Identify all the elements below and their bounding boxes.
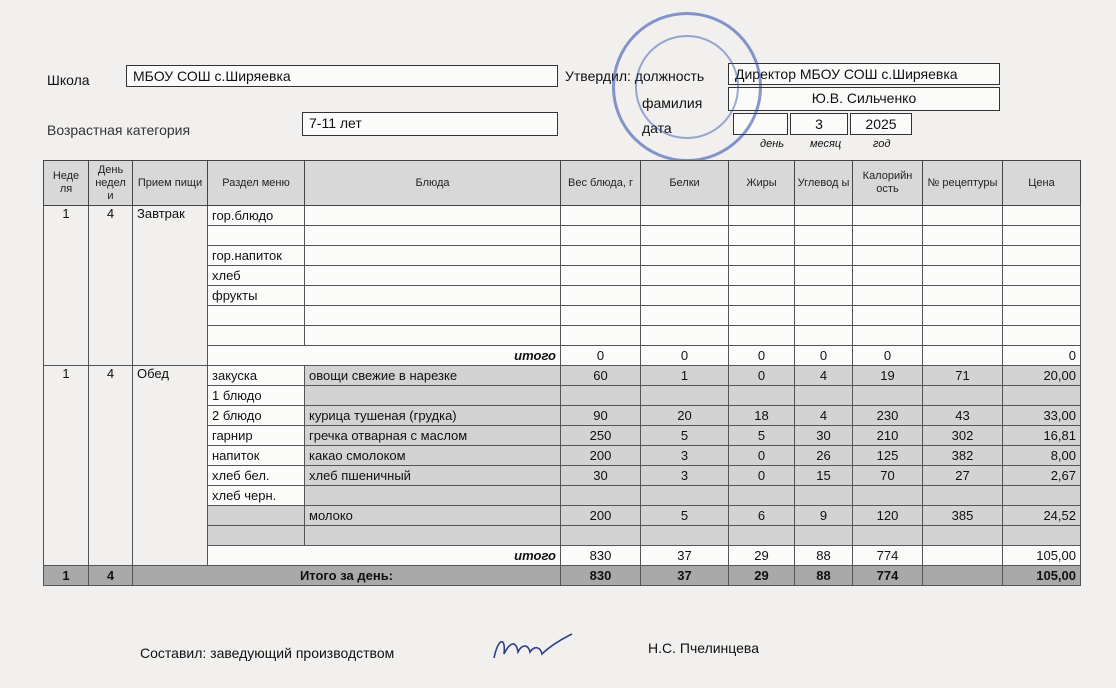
fat-cell (729, 266, 795, 286)
surname-label: фамилия (642, 95, 703, 111)
price-cell (1003, 266, 1081, 286)
carbs-cell: 4 (795, 406, 853, 426)
day-total-fat: 29 (729, 566, 795, 586)
dish-cell: курица тушеная (грудка) (305, 406, 561, 426)
date-year-field[interactable]: 2025 (850, 113, 912, 135)
dish-cell: хлеб пшеничный (305, 466, 561, 486)
lunch-week-cell: 1 (44, 366, 89, 566)
recipe-cell: 382 (923, 446, 1003, 466)
day-total-protein: 37 (641, 566, 729, 586)
weight-cell (561, 326, 641, 346)
kcal-cell: 125 (853, 446, 923, 466)
weight-cell: 30 (561, 466, 641, 486)
carbs-cell: 26 (795, 446, 853, 466)
col-meal: Прием пищи (133, 161, 208, 206)
day-total-price: 105,00 (1003, 566, 1081, 586)
approved-label: Утвердил: должность (565, 68, 705, 84)
dish-cell (305, 226, 561, 246)
weight-cell: 200 (561, 506, 641, 526)
weight-cell: 250 (561, 426, 641, 446)
lunch-meal-cell: Обед (133, 366, 208, 566)
dish-cell (305, 286, 561, 306)
subtotal-fat: 0 (729, 346, 795, 366)
fat-cell (729, 226, 795, 246)
kcal-cell (853, 266, 923, 286)
kcal-cell: 19 (853, 366, 923, 386)
breakfast-day-cell: 4 (89, 206, 133, 366)
weight-cell: 90 (561, 406, 641, 426)
month-caption: месяц (810, 138, 842, 150)
carbs-cell (795, 266, 853, 286)
col-section: Раздел меню (208, 161, 305, 206)
fat-cell (729, 246, 795, 266)
carbs-cell: 15 (795, 466, 853, 486)
kcal-cell: 120 (853, 506, 923, 526)
weight-cell (561, 526, 641, 546)
compiled-by-name: Н.С. Пчелинцева (648, 640, 760, 656)
protein-cell: 5 (641, 506, 729, 526)
fat-cell: 0 (729, 446, 795, 466)
fat-cell (729, 326, 795, 346)
subtotal-carbs: 0 (795, 346, 853, 366)
carbs-cell: 30 (795, 426, 853, 446)
carbs-cell (795, 486, 853, 506)
subtotal-price: 105,00 (1003, 546, 1081, 566)
kcal-cell: 230 (853, 406, 923, 426)
section-cell: хлеб черн. (208, 486, 305, 506)
dish-cell (305, 246, 561, 266)
col-kcal: Калорийн ость (853, 161, 923, 206)
price-cell: 20,00 (1003, 366, 1081, 386)
weight-cell (561, 246, 641, 266)
age-category-field[interactable]: 7-11 лет (302, 112, 558, 136)
subtotal-fat: 29 (729, 546, 795, 566)
recipe-cell: 71 (923, 366, 1003, 386)
carbs-cell (795, 326, 853, 346)
subtotal-label: итого (208, 546, 561, 566)
menu-table (43, 160, 1081, 586)
price-cell: 33,00 (1003, 406, 1081, 426)
protein-cell (641, 226, 729, 246)
subtotal-weight: 0 (561, 346, 641, 366)
recipe-cell (923, 526, 1003, 546)
protein-cell (641, 386, 729, 406)
col-week: Неде ля (44, 161, 89, 206)
table-header-row (44, 161, 1081, 206)
section-cell (208, 506, 305, 526)
day-total-carbs: 88 (795, 566, 853, 586)
col-recipe: № рецептуры (923, 161, 1003, 206)
price-cell (1003, 286, 1081, 306)
recipe-cell: 385 (923, 506, 1003, 526)
price-cell: 16,81 (1003, 426, 1081, 446)
date-label: дата (642, 120, 672, 136)
recipe-cell (923, 306, 1003, 326)
compiled-by-label: Составил: заведующий производством (140, 645, 395, 661)
carbs-cell (795, 286, 853, 306)
dish-cell: гречка отварная с маслом (305, 426, 561, 446)
dish-cell: какао смолоком (305, 446, 561, 466)
col-fat: Жиры (729, 161, 795, 206)
recipe-cell (923, 266, 1003, 286)
day-total-weight: 830 (561, 566, 641, 586)
kcal-cell (853, 386, 923, 406)
school-label: Школа (47, 72, 90, 88)
section-cell (208, 306, 305, 326)
breakfast-meal-cell: Завтрак (133, 206, 208, 366)
signature-image (488, 628, 578, 668)
section-cell: 2 блюдо (208, 406, 305, 426)
carbs-cell (795, 306, 853, 326)
kcal-cell (853, 246, 923, 266)
col-dish: Блюда (305, 161, 561, 206)
section-cell: 1 блюдо (208, 386, 305, 406)
protein-cell (641, 206, 729, 226)
subtotal-protein: 0 (641, 346, 729, 366)
surname-field[interactable]: Ю.В. Сильченко (728, 87, 1000, 111)
section-cell: закуска (208, 366, 305, 386)
protein-cell: 5 (641, 426, 729, 446)
dish-cell: овощи свежие в нарезке (305, 366, 561, 386)
section-cell: напиток (208, 446, 305, 466)
col-protein: Белки (641, 161, 729, 206)
section-cell: гарнир (208, 426, 305, 446)
fat-cell: 0 (729, 366, 795, 386)
recipe-cell: 27 (923, 466, 1003, 486)
kcal-cell (853, 526, 923, 546)
weight-cell (561, 486, 641, 506)
carbs-cell (795, 526, 853, 546)
recipe-cell (923, 226, 1003, 246)
protein-cell: 3 (641, 446, 729, 466)
weight-cell: 200 (561, 446, 641, 466)
col-price: Цена (1003, 161, 1081, 206)
weight-cell (561, 306, 641, 326)
protein-cell (641, 486, 729, 506)
subtotal-kcal: 0 (853, 346, 923, 366)
fat-cell: 5 (729, 426, 795, 446)
price-cell (1003, 226, 1081, 246)
col-day: День недел и (89, 161, 133, 206)
dish-cell (305, 206, 561, 226)
dish-cell (305, 306, 561, 326)
weight-cell (561, 286, 641, 306)
protein-cell: 1 (641, 366, 729, 386)
lunch-day-cell: 4 (89, 366, 133, 566)
section-cell (208, 326, 305, 346)
subtotal-weight: 830 (561, 546, 641, 566)
section-cell: гор.напиток (208, 246, 305, 266)
kcal-cell (853, 486, 923, 506)
day-total-kcal: 774 (853, 566, 923, 586)
fat-cell (729, 286, 795, 306)
weight-cell (561, 206, 641, 226)
carbs-cell: 9 (795, 506, 853, 526)
fat-cell (729, 486, 795, 506)
kcal-cell (853, 206, 923, 226)
carbs-cell (795, 226, 853, 246)
day-total-label: Итого за день: (133, 566, 561, 586)
protein-cell (641, 286, 729, 306)
price-cell (1003, 246, 1081, 266)
kcal-cell (853, 326, 923, 346)
weight-cell (561, 226, 641, 246)
recipe-cell (923, 246, 1003, 266)
recipe-cell (923, 486, 1003, 506)
table-row (44, 366, 1081, 386)
day-total-row (44, 566, 1081, 586)
col-weight: Вес блюда, г (561, 161, 641, 206)
recipe-cell (923, 326, 1003, 346)
subtotal-label: итого (208, 346, 561, 366)
subtotal-kcal: 774 (853, 546, 923, 566)
day-total-recipe (923, 566, 1003, 586)
price-cell (1003, 326, 1081, 346)
protein-cell (641, 266, 729, 286)
dish-cell (305, 526, 561, 546)
carbs-cell (795, 386, 853, 406)
subtotal-price: 0 (1003, 346, 1081, 366)
fat-cell (729, 526, 795, 546)
protein-cell: 20 (641, 406, 729, 426)
weight-cell: 60 (561, 366, 641, 386)
fat-cell (729, 386, 795, 406)
price-cell: 2,67 (1003, 466, 1081, 486)
col-carbs: Углевод ы (795, 161, 853, 206)
carbs-cell: 4 (795, 366, 853, 386)
day-total-week: 1 (44, 566, 89, 586)
approved-position-field[interactable]: Директор МБОУ СОШ с.Ширяевка (728, 63, 1000, 85)
section-cell: хлеб (208, 266, 305, 286)
seal-stamp (612, 12, 762, 162)
subtotal-protein: 37 (641, 546, 729, 566)
age-category-label: Возрастная категория (47, 122, 191, 138)
school-field[interactable]: МБОУ СОШ с.Ширяевка (126, 65, 558, 87)
year-caption: год (873, 138, 891, 150)
section-cell (208, 526, 305, 546)
kcal-cell (853, 226, 923, 246)
dish-cell: молоко (305, 506, 561, 526)
weight-cell (561, 266, 641, 286)
price-cell: 24,52 (1003, 506, 1081, 526)
kcal-cell (853, 286, 923, 306)
recipe-cell: 302 (923, 426, 1003, 446)
dish-cell (305, 326, 561, 346)
protein-cell (641, 326, 729, 346)
carbs-cell (795, 206, 853, 226)
protein-cell (641, 526, 729, 546)
dish-cell (305, 386, 561, 406)
fat-cell (729, 206, 795, 226)
protein-cell (641, 246, 729, 266)
dish-cell (305, 266, 561, 286)
kcal-cell (853, 306, 923, 326)
date-month-field[interactable]: 3 (790, 113, 848, 135)
section-cell: фрукты (208, 286, 305, 306)
price-cell: 8,00 (1003, 446, 1081, 466)
recipe-cell (923, 206, 1003, 226)
price-cell (1003, 386, 1081, 406)
protein-cell: 3 (641, 466, 729, 486)
weight-cell (561, 386, 641, 406)
price-cell (1003, 306, 1081, 326)
price-cell (1003, 486, 1081, 506)
price-cell (1003, 526, 1081, 546)
protein-cell (641, 306, 729, 326)
kcal-cell: 70 (853, 466, 923, 486)
breakfast-week-cell: 1 (44, 206, 89, 366)
day-total-day: 4 (89, 566, 133, 586)
section-cell: хлеб бел. (208, 466, 305, 486)
recipe-cell (923, 286, 1003, 306)
kcal-cell: 210 (853, 426, 923, 446)
subtotal-carbs: 88 (795, 546, 853, 566)
dish-cell (305, 486, 561, 506)
subtotal-recipe (923, 546, 1003, 566)
fat-cell: 18 (729, 406, 795, 426)
table-row (44, 206, 1081, 226)
fat-cell: 6 (729, 506, 795, 526)
recipe-cell: 43 (923, 406, 1003, 426)
recipe-cell (923, 386, 1003, 406)
fat-cell: 0 (729, 466, 795, 486)
fat-cell (729, 306, 795, 326)
section-cell: гор.блюдо (208, 206, 305, 226)
day-caption: день (760, 138, 785, 150)
price-cell (1003, 206, 1081, 226)
subtotal-recipe (923, 346, 1003, 366)
carbs-cell (795, 246, 853, 266)
section-cell (208, 226, 305, 246)
